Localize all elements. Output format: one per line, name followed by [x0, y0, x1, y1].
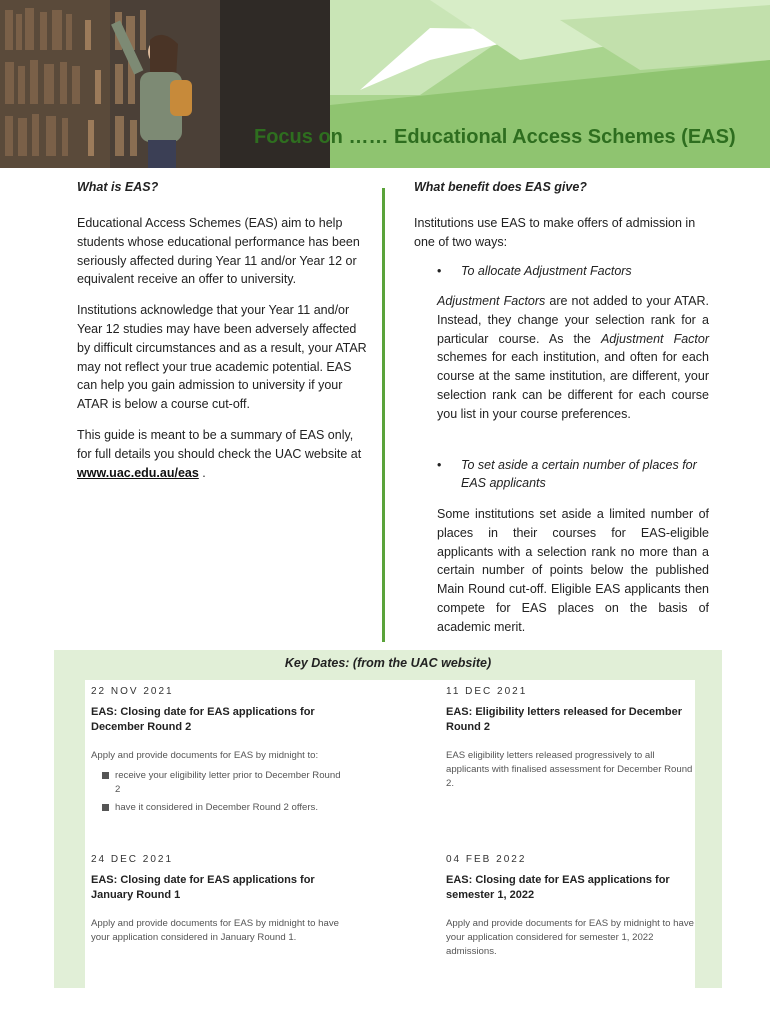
- key-dates-panel: [85, 680, 695, 988]
- key-date-card: [446, 854, 696, 959]
- set-aside-places-paragraph: Some institutions set aside a limited number of places in their courses for EAS-eligible applicants with a selection rank no more than a certain number of points below the published Main Round cut-off. Eligible EAS applicants then compete for EAS places on the basis of academic merit.: [437, 507, 709, 634]
- key-date-description: EAS eligibility letters released progressively to all applicants with finalised assessment for December Round 2.: [446, 750, 693, 789]
- left-paragraph-3-text: This guide is meant to be a summary of EAS only, for full details you should check the UAC website at: [77, 427, 362, 461]
- list-item-text: receive your eligibility letter prior to December Round 2: [115, 770, 341, 795]
- column-divider: [382, 188, 385, 642]
- key-date-title: EAS: Closing date for EAS applications for semester 1, 2022: [446, 874, 670, 901]
- key-date-description: Apply and provide documents for EAS by midnight to have your application considered in January Round 1.: [91, 918, 339, 943]
- key-date-title: EAS: Closing date for EAS applications for December Round 2: [91, 706, 315, 733]
- adjustment-factors-text-2: schemes for each institution, and often for each course at the same institution, are different, your selection rank can be different for each course you list in your course preferences.: [437, 350, 709, 421]
- key-date-date: 11 DEC 2021: [446, 686, 528, 697]
- adjustment-factors-text-1: are not added to your ATAR. Instead, they change your selection rank for a particular course. As the: [437, 294, 709, 346]
- bullet-adjustment-factors-label: To allocate Adjustment Factors: [461, 264, 632, 278]
- left-paragraph-2: Institutions acknowledge that your Year 11 and/or Year 12 studies may have been adversely affected by difficult circumstances and as a result, your ATAR may not reflect your true academic potential. EAS can help you gain admission to university if your ATAR is below a course cut-off.: [77, 303, 367, 412]
- right-heading: What benefit does EAS give?: [414, 180, 587, 194]
- list-item: [91, 769, 341, 797]
- key-dates-section: [54, 650, 722, 988]
- left-paragraph-3-end: .: [198, 465, 206, 480]
- adjustment-factors-paragraph: [437, 292, 709, 424]
- key-date-description: Apply and provide documents for EAS by midnight to:: [91, 750, 319, 761]
- key-date-card: [91, 854, 341, 945]
- square-bullet-icon: [102, 804, 109, 811]
- bullet-dot-icon: •: [437, 458, 442, 472]
- adjustment-factor-term: Adjustment Factor: [600, 331, 709, 346]
- list-item-text: have it considered in December Round 2 offers.: [115, 802, 319, 813]
- key-date-card: [91, 686, 341, 819]
- bullet-adjustment-factors: [437, 262, 709, 280]
- uac-eas-link[interactable]: www.uac.edu.au/eas: [77, 465, 199, 480]
- key-date-card: [446, 686, 696, 791]
- key-date-title: EAS: Eligibility letters released for December Round 2: [446, 706, 682, 733]
- key-date-date: 04 FEB 2022: [446, 854, 527, 865]
- list-item: [91, 801, 341, 815]
- bullet-set-aside-places: [437, 456, 709, 492]
- key-date-title: EAS: Closing date for EAS applications for January Round 1: [91, 874, 315, 901]
- right-column: [414, 178, 710, 264]
- left-paragraph-3: [77, 426, 367, 482]
- header-banner: [0, 0, 770, 168]
- page-title: Focus on …… Educational Access Schemes (EAS): [254, 126, 736, 148]
- key-date-date: 22 NOV 2021: [91, 686, 174, 697]
- bullet-set-aside-places-label: To set aside a certain number of places for EAS applicants: [461, 458, 697, 490]
- square-bullet-icon: [102, 772, 109, 779]
- key-date-description: Apply and provide documents for EAS by midnight to have your application considered for semester 1, 2022 admissions.: [446, 918, 694, 957]
- adjustment-factors-term: Adjustment Factors: [437, 294, 546, 308]
- key-date-date: 24 DEC 2021: [91, 854, 174, 865]
- right-intro: Institutions use EAS to make offers of admission in one of two ways:: [414, 216, 696, 249]
- left-heading: What is EAS?: [77, 180, 159, 194]
- left-column: [77, 178, 367, 494]
- bullet-dot-icon: •: [437, 264, 442, 278]
- left-paragraph-1: Educational Access Schemes (EAS) aim to help students whose educational performance has been seriously affected during Year 11 and/or Year 12 or equivalent receive an offer to university.: [77, 216, 360, 287]
- key-date-list: [91, 769, 341, 815]
- key-dates-title: Key Dates: (from the UAC website): [284, 656, 492, 670]
